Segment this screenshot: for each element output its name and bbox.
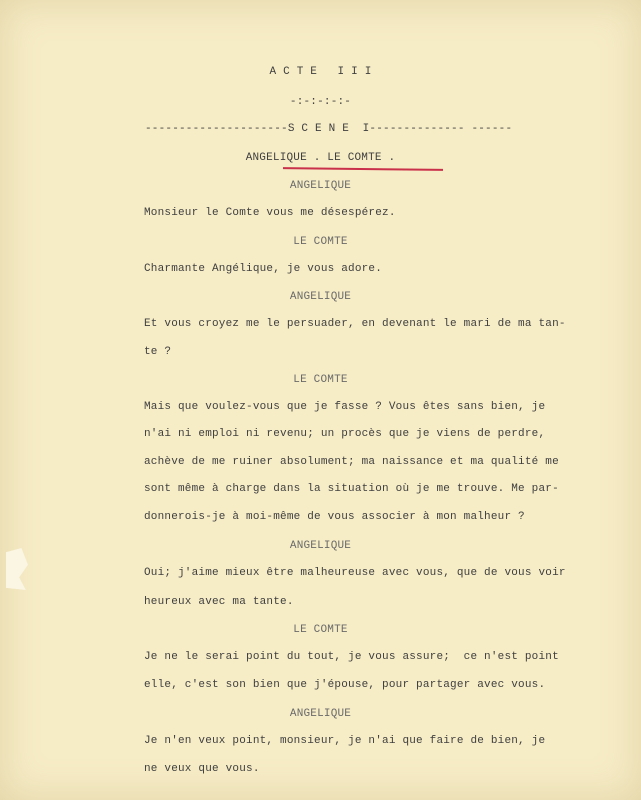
title-ornament: -:-:-:-:- <box>289 96 352 108</box>
dialogue-line: Charmante Angélique, je vous adore. <box>144 263 383 275</box>
red-underline <box>283 167 443 171</box>
dialogue-line: donnerois-je à moi-même de vous associer à mon malheur ? <box>144 511 525 523</box>
dialogue-line: n'ai ni emploi ni revenu; un procès que je viens de perdre, <box>144 428 546 440</box>
dialogue-line: achève de me ruiner absolument; ma naissance et ma qualité me <box>144 456 559 468</box>
speaker-label: ANGELIQUE <box>289 291 352 303</box>
speaker-label: LE COMTE <box>293 236 348 248</box>
dialogue-line: Et vous croyez me le persuader, en devenant le mari de ma tan- <box>144 318 566 330</box>
dialogue-line: elle, c'est son bien que j'épouse, pour partager avec vous. <box>144 679 546 691</box>
act-title: A C T E I I I <box>269 66 372 78</box>
speaker-label: LE COMTE <box>293 374 348 386</box>
dialogue-line: Mais que voulez-vous que je fasse ? Vous êtes sans bien, je <box>144 401 546 413</box>
speaker-label: LE COMTE <box>293 624 348 636</box>
dialogue-line: sont même à charge dans la situation où je me trouve. Me par- <box>144 483 559 495</box>
speaker-label: ANGELIQUE <box>289 540 352 552</box>
scene-heading: ---------------------S C E N E I-------------- ------ <box>145 123 513 135</box>
dialogue-line: Monsieur le Comte vous me désespérez. <box>144 207 396 219</box>
speaker-label: ANGELIQUE <box>289 708 352 720</box>
dialogue-line: Je ne le serai point du tout, je vous assure; ce n'est point <box>144 651 559 663</box>
torn-paper-edge <box>6 548 28 590</box>
dialogue-line: heureux avec ma tante. <box>144 596 294 608</box>
speaker-label: ANGELIQUE <box>289 180 352 192</box>
dialogue-line: Oui; j'aime mieux être malheureuse avec vous, que de vous voir <box>144 567 566 579</box>
dialogue-line: Je n'en veux point, monsieur, je n'ai que faire de bien, je <box>144 735 546 747</box>
dialogue-line: ne veux que vous. <box>144 763 260 775</box>
character-list: ANGELIQUE . LE COMTE . <box>245 152 396 164</box>
dialogue-line: te ? <box>144 346 172 358</box>
